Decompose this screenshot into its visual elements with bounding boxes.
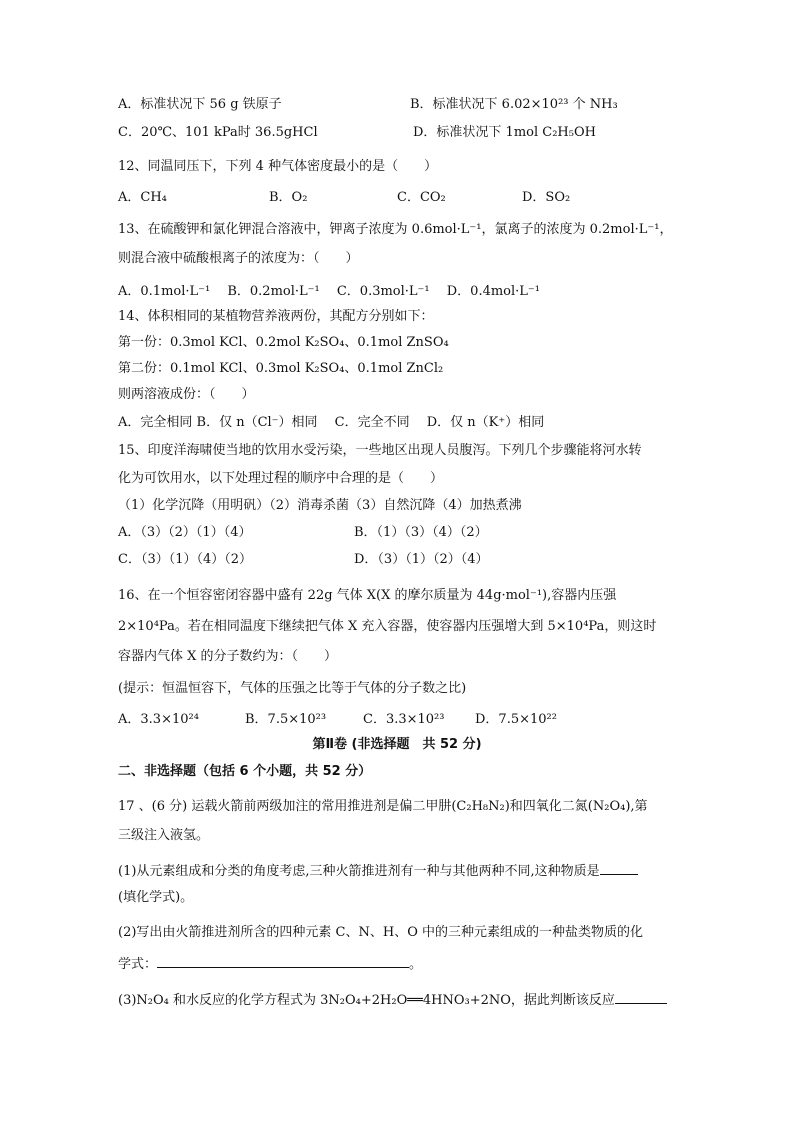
q16-stem-line2: 2×10⁴Pa。若在相同温度下继续把气体 X 充入容器，使容器内压强增大到 5×10⁴Pa，则这时: [118, 619, 657, 634]
q17-stem-line1: 17 、(6 分) 运载火箭前两级加注的常用推进剂是偏二甲肼(C₂H₈N₂)和四氧化二氮(N₂O₄),第: [118, 799, 648, 814]
q14-question: 则两溶液成份：（ ）: [118, 387, 255, 402]
q15-option-c[interactable]: C．（3）（1）（4）（2）: [118, 552, 253, 567]
q17-sub1: [118, 860, 638, 880]
q11-row1: [118, 95, 678, 115]
q15-steps: （1）化学沉降（用明矾）（2）消毒杀菌（3）自然沉降（4）加热煮沸: [118, 498, 522, 513]
q15-option-b[interactable]: B．（1）（3）（4）（2）: [354, 525, 488, 540]
q17-sub2-line1: (2)写出由火箭推进剂所含的四种元素 C、N、H、O 中的三种元素组成的一种盐类物质的化: [118, 925, 643, 940]
q16-option-b[interactable]: B．7.5×10²³: [245, 712, 327, 727]
q15-option-a[interactable]: A．（3）（2）（1）（4）: [118, 525, 252, 540]
q16-hint: (提示：恒温恒容下，气体的压强之比等于气体的分子数之比): [118, 681, 467, 696]
q14-portion-1: 第一份：0.3mol KCl、0.2mol K₂SO₄、0.1mol ZnSO₄: [118, 335, 449, 350]
q17-sub3-text: (3)N₂O₄ 和水反应的化学方程式为 3N₂O₄+2H₂O══4HNO₃+2NO，据此判断该反应: [118, 993, 615, 1008]
q12-option-d[interactable]: D．SO₂: [522, 190, 571, 205]
q11-option-c[interactable]: C．20℃、101 kPa时 36.5gHCl: [118, 125, 318, 140]
q11-option-b[interactable]: B．标准状况下 6.02×10²³ 个 NH₃: [410, 97, 618, 112]
q17-sub3: [118, 989, 667, 1009]
section-two-heading: 二、非选择题（包括 6 个小题，共 52 分）: [118, 764, 372, 779]
q17-sub1-cont: (填化学式)。: [118, 890, 194, 905]
q17-sub2-answer-blank[interactable]: [157, 953, 409, 968]
part-two-title: 第Ⅱ卷 (非选择题 共 52 分): [312, 737, 482, 752]
q15-row1: [118, 523, 678, 543]
q17-sub3-answer-blank[interactable]: [615, 989, 667, 1004]
q11-option-a[interactable]: A．标准状况下 56 g 铁原子: [118, 97, 282, 112]
q17-sub1-answer-blank[interactable]: [600, 860, 638, 875]
q12-option-c[interactable]: C．CO₂: [397, 190, 446, 205]
q14-stem: 14、体积相同的某植物营养液两份，其配方分别如下：: [118, 309, 434, 324]
q15-option-d[interactable]: D．（3）（1）（2）（4）: [354, 552, 489, 567]
q13-stem-line1: 13、在硫酸钾和氯化钾混合溶液中，钾离子浓度为 0.6mol·L⁻¹，氯离子的浓度为 0.2mol·L⁻¹，: [118, 222, 673, 237]
q11-row2: [118, 123, 678, 143]
q15-row2: [118, 550, 678, 570]
q16-option-d[interactable]: D．7.5×10²²: [475, 712, 557, 727]
q17-sub2-label: 学式：: [118, 957, 158, 972]
q11-option-d[interactable]: D．标准状况下 1mol C₂H₅OH: [413, 125, 596, 140]
q17-sub1-text: (1)从元素组成和分类的角度考虑,三种火箭推进剂有一种与其他两种不同,这种物质是: [118, 864, 600, 879]
q13-options[interactable]: A．0.1mol·L⁻¹ B．0.2mol·L⁻¹ C．0.3mol·L⁻¹ D．0.4mol·L⁻¹: [118, 284, 541, 299]
q12-options: [118, 188, 678, 208]
q12-stem: 12、同温同压下，下列 4 种气体密度最小的是（ ）: [118, 159, 438, 174]
q16-options: [118, 710, 678, 730]
q17-sub2-period: 。: [409, 957, 423, 972]
q17-stem-line2: 三级注入液氢。: [118, 828, 210, 843]
q17-sub2-line2: [118, 953, 422, 973]
q12-option-b[interactable]: B．O₂: [269, 190, 308, 205]
q16-stem-line3: 容器内气体 X 的分子数约为：（ ）: [118, 649, 338, 664]
q14-options[interactable]: A．完全相同 B．仅 n（Cl⁻）相同 C．完全不同 D．仅 n（K⁺）相同: [118, 415, 545, 430]
q15-stem-line2: 化为可饮用水，以下处理过程的顺序中合理的是（ ）: [118, 471, 444, 486]
q15-stem-line1: 15、印度洋海啸使当地的饮用水受污染，一些地区出现人员腹泻。下列几个步骤能将河水转: [118, 443, 642, 458]
q16-stem-line1: 16、在一个恒容密闭容器中盛有 22g 气体 X(X 的摩尔质量为 44g·mol⁻¹),容器内压强: [118, 588, 617, 603]
q16-option-a[interactable]: A．3.3×10²⁴: [118, 712, 199, 727]
q16-option-c[interactable]: C．3.3×10²³: [363, 712, 445, 727]
q12-option-a[interactable]: A．CH₄: [118, 190, 167, 205]
q14-portion-2: 第二份：0.1mol KCl、0.3mol K₂SO₄、0.1mol ZnCl₂: [118, 361, 444, 376]
q13-stem-line2: 则混合液中硫酸根离子的浓度为：（ ）: [118, 251, 359, 266]
